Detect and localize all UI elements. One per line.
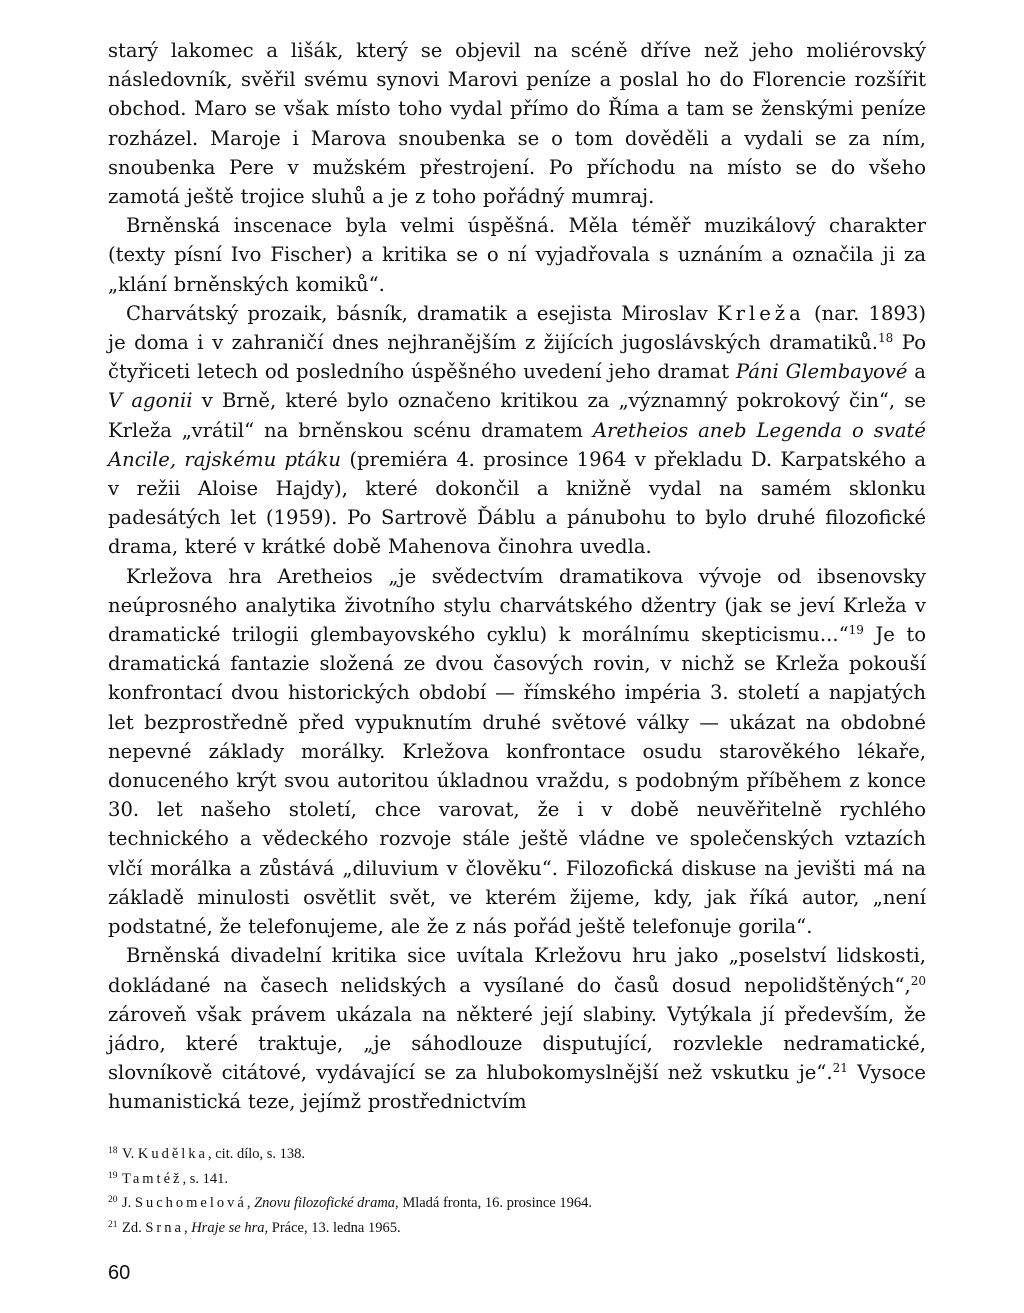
text-run: Je to dramatická fantazie složená ze dvou časových rovin, v nichž se Krleža pokouší konfrontací dvou historických období — římského impéria 3. století a napjatých let bezprostředně před vypuknutím druhé světové války — ukázat na obdobné nepevné základy morálky. Krležova konfrontace osudu starověkého lékaře, donuceného krýt svou autoritou úkladnou vraždu, s podobným příběhem z konce 30. let našeho století, chce varovat, že i v době neuvěřitelně rychlého technického a vědeckého rozvoje stále ještě vládne ve společenských vztazích vlčí morálka a zůstává „diluvium v člověku“. Filozofická diskuse na jevišti má na základě minulosti osvětlit svět, ve kterém žijeme, kdy, jak říká autor, „není podstatné, že telefonujeme, ale že z nás pořád ještě telefonuje gorila“. <box>108 623 927 939</box>
footnote-number: 21 <box>108 1219 118 1230</box>
footnote-ref: 20 <box>910 973 926 988</box>
paragraph <box>108 562 926 942</box>
text-run: (premiéra 4. prosince 1964 v překladu D. Karpatského a v režii Aloise Hajdy), které dokončil a knižně vydal na samém sklonku padesátých let (1959). Po Sartrově Ďáblu a pánubohu to bylo druhé filozofické drama, které v krátké době Mahenova činohra uvedla. <box>108 447 926 559</box>
footnote <box>108 1215 948 1240</box>
text-run: Aretheios aneb Legenda o svaté Ancile, rajskému ptáku <box>108 418 926 471</box>
text-run: v Brně, které bylo označeno kritikou za „významný pokrokový čin“, se Krleža „vrátil“ na brněnskou scénu dramatem <box>108 389 926 442</box>
text-run: Hraje se hra, <box>191 1219 269 1236</box>
text-run: V. <box>122 1146 138 1162</box>
text-run: zároveň však právem ukázala na některé její slabiny. Vytýkala jí především, že jádro, které traktuje, „je sáhodlouze disputující, rozvlekle nedramatické, slovníkově citátové, vydávající se za hlubokomyslnější než vskutku je“. <box>108 1002 926 1085</box>
text-run: V agonii <box>108 389 193 413</box>
page-number: 60 <box>108 1262 131 1284</box>
text-run: J. <box>122 1195 135 1211</box>
text-run: Práce, 13. ledna 1965. <box>268 1219 401 1236</box>
text-run: (nar. 1893) je doma i v zahraničí dnes nejhranějším z žijících jugoslávských dramatiků. <box>108 301 926 355</box>
footnote <box>108 1190 948 1215</box>
footnote-number: 19 <box>108 1170 118 1181</box>
paragraph <box>108 941 926 1116</box>
text-run: a <box>907 360 926 384</box>
text-run: , <box>183 1219 192 1236</box>
text-run: Zd. <box>122 1219 146 1236</box>
text-run: Tamtéž <box>122 1170 183 1187</box>
footnote <box>108 1166 948 1191</box>
footnote-ref: 21 <box>832 1061 848 1076</box>
text-run: Brněnská divadelní kritika sice uvítala Krležovu hru jako „poselství lidskosti, dokládané na časech nelidských a vysílané do časů dosud nepolidštěných“, <box>108 944 926 997</box>
footnote-number: 18 <box>108 1146 118 1156</box>
paragraph <box>108 299 926 562</box>
text-run: Znovu filozofické drama, <box>254 1195 399 1211</box>
text-run: Krleža <box>716 301 805 325</box>
text-run: , s. 141. <box>182 1170 228 1187</box>
text-run: Mladá fronta, 16. prosince 1964. <box>398 1195 592 1211</box>
paragraph <box>108 36 926 211</box>
footnote-number: 20 <box>108 1195 118 1205</box>
paragraph <box>108 211 926 299</box>
text-run: Charvátský prozaik, básník, dramatik a esejista Miroslav <box>126 301 717 325</box>
text-run: Vysoce humanistická teze, jejímž prostřednictvím <box>108 1061 926 1114</box>
text-run: Suchomelová <box>134 1195 247 1211</box>
footnote-ref: 19 <box>848 623 864 638</box>
footnotes <box>108 1141 948 1239</box>
text-run: Kudělka <box>137 1146 208 1162</box>
text-run: Krležova hra Aretheios „je svědectvím dramatikova vývoje od ibsenovsky neúprosného analytika životního stylu charvátského džentry (jak se jeví Krleža v dramatické trilogii glembayovského cyklu) k morálnímu skepticismu...“ <box>108 564 926 647</box>
main-text <box>108 36 926 1117</box>
text-run: , cit. dílo, s. 138. <box>207 1146 306 1162</box>
text-run: Srna <box>145 1219 184 1236</box>
text-run: Páni Glembayové <box>735 360 908 384</box>
footnote-ref: 18 <box>878 331 894 346</box>
text-run: , <box>246 1195 255 1211</box>
text-run: Brněnská inscenace byla velmi úspěšná. Měla téměř muzikálový charakter (texty písní Ivo Fischer) a kritika se o ní vyjadřovala s uznáním a označila ji za „klání brněnských komiků“. <box>108 214 926 296</box>
footnote <box>108 1141 948 1166</box>
text-run: Po čtyřiceti letech od posledního úspěšného uvedení jeho dramat <box>108 331 926 384</box>
text-run: starý lakomec a lišák, který se objevil na scéně dříve než jeho moliérovský následovník, svěřil svému synovi Marovi peníze a poslal ho do Florencie rozšířit obchod. Maro se však místo toho vydal přímo do Říma a tam se ženskými peníze rozházel. Maroje i Marova snoubenka se o tom dověděli a vydali se za ním, snoubenka Pere v mužském přestrojení. Po příchodu na místo se do všeho zamotá ještě trojice sluhů a je z toho pořádný mumraj. <box>108 39 926 209</box>
